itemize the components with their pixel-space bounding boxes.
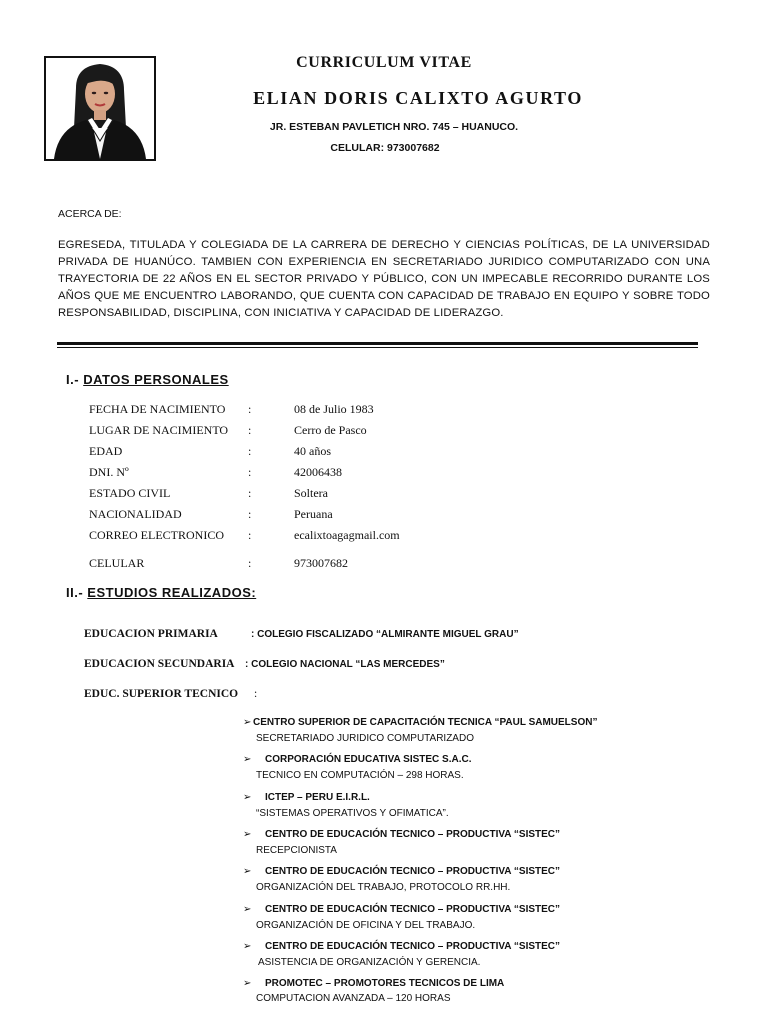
study-item-detail: TECNICO EN COMPUTACIÓN – 298 HORAS. <box>256 770 464 781</box>
personal-row-birthplace <box>0 423 768 439</box>
candidate-name: ELIAN DORIS CALIXTO AGURTO <box>253 88 583 108</box>
study-item-title: CORPORACIÓN EDUCATIVA SISTEC S.A.C. <box>265 754 472 765</box>
bullet-arrow-icon: ➢ <box>243 754 252 765</box>
row-value: ecalixtoagagmail.com <box>294 528 400 542</box>
row-value: Soltera <box>294 486 328 500</box>
row-separator: : <box>248 402 252 416</box>
section-title: ESTUDIOS REALIZADOS: <box>87 585 257 600</box>
study-item-title: CENTRO DE EDUCACIÓN TECNICO – PRODUCTIVA “SISTEC” <box>265 829 561 840</box>
study-item-title: CENTRO DE EDUCACIÓN TECNICO – PRODUCTIVA “SISTEC” <box>265 941 561 952</box>
row-value: Peruana <box>294 507 333 521</box>
bullet-arrow-icon: ➢ <box>243 904 252 915</box>
row-separator: : <box>248 423 252 437</box>
bullet-arrow-icon: ➢ <box>243 978 252 989</box>
document-title: CURRICULUM VITAE <box>296 54 472 71</box>
bullet-arrow-icon: ➢ <box>243 717 252 728</box>
study-item-detail: ORGANIZACIÓN DEL TRABAJO, PROTOCOLO RR.HH. <box>256 882 511 893</box>
row-label: CELULAR <box>89 556 145 570</box>
section-divider-thin <box>57 347 698 348</box>
section-number: I.- <box>66 372 80 387</box>
personal-data-heading <box>66 372 229 387</box>
row-label: FECHA DE NACIMIENTO <box>89 402 226 416</box>
row-separator: : <box>248 507 252 521</box>
cellphone-line: CELULAR: 973007682 <box>330 142 440 154</box>
about-text: EGRESEDA, TITULADA Y COLEGIADA DE LA CARRERA DE DERECHO Y CIENCIAS POLÍTICAS, DE LA UNIVERSIDAD PRIVADA DE HUANÚCO. TAMBIEN CON EXPERIENCIA EN SECRETARIADO JURIDICO COMPUTARIZADO CON UNA TRAYECTORIA DE 22 AÑOS EN EL SECTOR PRIVADO Y PÚBLICO, CON UN IMPECABLE RECORRIDO DURANTE LOS AÑOS QUE ME ENCUENTRO LABORANDO, QUE CUENTA CON CAPACIDAD DE TRABAJO EN EQUIPO Y SOBRE TODO RESPONSABILIDAD, DISCIPLINA, CON INICIATIVA Y CAPACIDAD DE LIDERAZGO. <box>58 239 710 319</box>
section-divider <box>57 342 698 345</box>
study-item-title: PROMOTEC – PROMOTORES TECNICOS DE LIMA <box>265 978 505 989</box>
row-value: 08 de Julio 1983 <box>294 402 374 416</box>
row-separator: : <box>248 486 252 500</box>
row-separator: : <box>248 528 252 542</box>
technical-education-separator: : <box>254 688 258 700</box>
row-label: DNI. Nº <box>89 465 129 479</box>
row-separator: : <box>248 465 252 479</box>
studies-heading <box>66 585 256 600</box>
row-value: Cerro de Pasco <box>294 423 367 437</box>
personal-row-civil-status <box>0 486 768 502</box>
study-item-detail: COMPUTACION AVANZADA – 120 HORAS <box>256 993 451 1004</box>
study-item-title: CENTRO DE EDUCACIÓN TECNICO – PRODUCTIVA “SISTEC” <box>265 866 561 877</box>
study-item-detail: “SISTEMAS OPERATIVOS Y OFIMATICA”. <box>256 808 449 819</box>
study-item-title: ICTEP – PERU E.I.R.L. <box>265 792 370 803</box>
row-value: 42006438 <box>294 465 342 479</box>
primary-education-label: EDUCACION PRIMARIA <box>84 628 218 640</box>
bullet-arrow-icon: ➢ <box>243 866 252 877</box>
row-label: NACIONALIDAD <box>89 507 182 521</box>
personal-row-dni <box>0 465 768 481</box>
row-label: EDAD <box>89 444 123 458</box>
personal-row-cellphone <box>0 556 768 572</box>
study-item-title: CENTRO SUPERIOR DE CAPACITACIÓN TECNICA “PAUL SAMUELSON” <box>253 717 598 728</box>
row-value: 973007682 <box>294 556 348 570</box>
section-title: DATOS PERSONALES <box>83 372 229 387</box>
study-item-title: CENTRO DE EDUCACIÓN TECNICO – PRODUCTIVA “SISTEC” <box>265 904 561 915</box>
personal-row-nationality <box>0 507 768 523</box>
personal-row-birthdate <box>0 402 768 418</box>
primary-education-value: : COLEGIO FISCALIZADO “ALMIRANTE MIGUEL GRAU” <box>251 629 519 640</box>
study-item-detail: ASISTENCIA DE ORGANIZACIÓN Y GERENCIA. <box>258 957 481 968</box>
study-item-detail: RECEPCIONISTA <box>256 845 337 856</box>
personal-row-age <box>0 444 768 460</box>
study-item-detail: SECRETARIADO JURIDICO COMPUTARIZADO <box>256 733 474 744</box>
secondary-education-label: EDUCACION SECUNDARIA <box>84 658 235 670</box>
address-line: JR. ESTEBAN PAVLETICH NRO. 745 – HUANUCO. <box>269 121 519 133</box>
bullet-arrow-icon: ➢ <box>243 829 252 840</box>
row-label: CORREO ELECTRONICO <box>89 528 224 542</box>
row-separator: : <box>248 444 252 458</box>
bullet-arrow-icon: ➢ <box>243 941 252 952</box>
study-item-detail: ORGANIZACIÓN DE OFICINA Y DEL TRABAJO. <box>256 920 476 931</box>
section-number: II.- <box>66 585 84 600</box>
bullet-arrow-icon: ➢ <box>243 792 252 803</box>
about-heading: ACERCA DE: <box>58 208 122 220</box>
row-separator: : <box>248 556 252 570</box>
personal-row-email <box>0 528 768 544</box>
row-label: LUGAR DE NACIMIENTO <box>89 423 229 437</box>
row-value: 40 años <box>294 444 331 458</box>
technical-education-label: EDUC. SUPERIOR TECNICO <box>84 688 239 700</box>
row-label: ESTADO CIVIL <box>89 486 171 500</box>
secondary-education-value: : COLEGIO NACIONAL “LAS MERCEDES” <box>245 659 445 670</box>
